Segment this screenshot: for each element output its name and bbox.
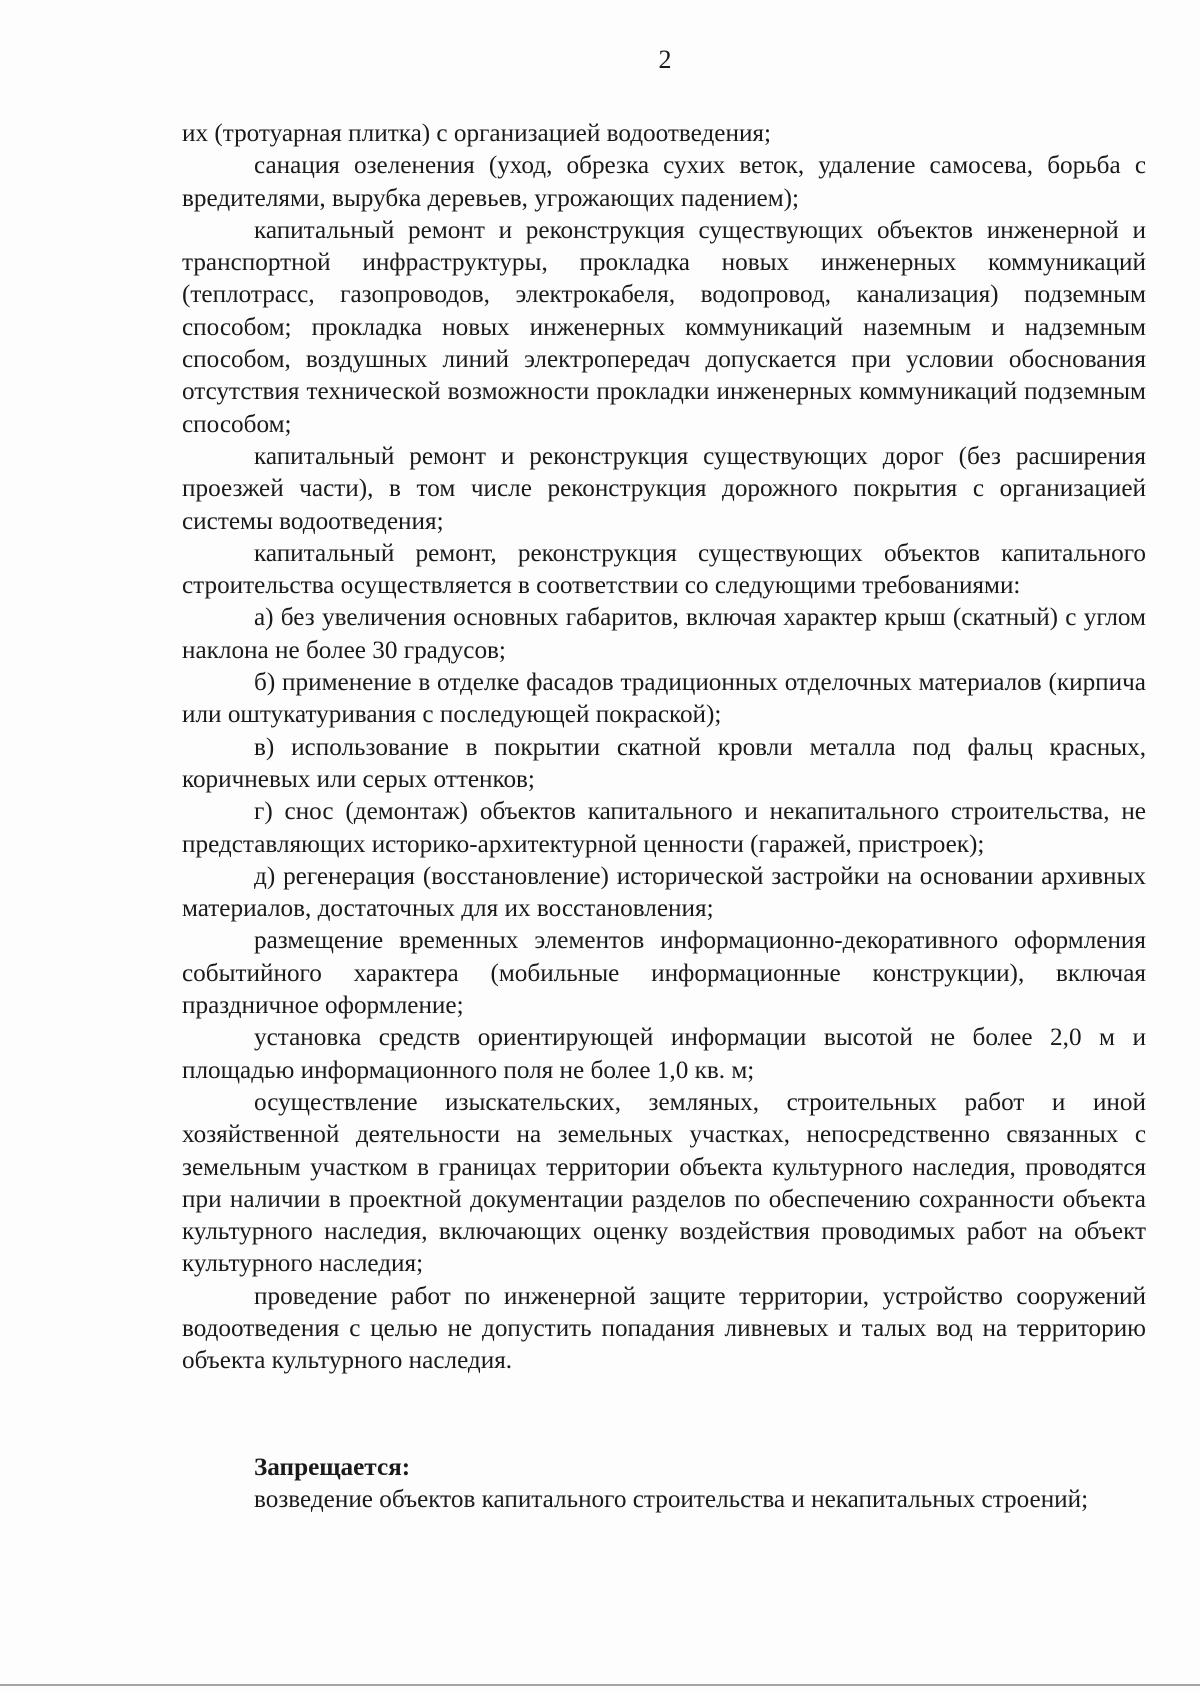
paragraph: капитальный ремонт, реконструкция существующих объектов капитального строительства осуществляется в соответствии со следующими требованиями: (182, 539, 1146, 600)
body-text (182, 118, 1146, 1378)
paragraph: б) применение в отделке фасадов традиционных отделочных материалов (кирпича или оштукатуривания с последующей покраской); (182, 669, 1146, 729)
paragraph: капитальный ремонт и реконструкция существующих дорог (без расширения проезжей части), в том числе реконструкция дорожного покрытия с организацией системы водоотведения; (182, 442, 1146, 535)
paragraph: в) использование в покрытии скатной кровли металла под фальц красных, коричневых или серых оттенков; (182, 733, 1146, 793)
paragraph: а) без увеличения основных габаритов, включая характер крыш (скатный) с углом наклона не более 30 градусов; (182, 604, 1146, 664)
paragraph: проведение работ по инженерной защите территории, устройство сооружений водоотведения с целью не допустить попадания ливневых и талых вод на территорию объекта культурного наследия. (182, 1282, 1146, 1375)
paragraph: их (тротуарная плитка) с организацией водоотведения; (182, 120, 772, 147)
scan-edge-line (0, 1684, 1200, 1686)
paragraph: капитальный ремонт и реконструкция существующих объектов инженерной и транспортной инфраструктуры, прокладка новых инженерных коммуникаций (теплотрасс, газопроводов, электрокабеля, водопровод, канализация) подземным способом; прокладка новых инженерных коммуникаций наземным и надземным способом, воздушных линий электропередач допускается при условии обоснования отсутствия технической возможности прокладки инженерных коммуникаций подземным способом; (182, 216, 1146, 438)
paragraph: санация озеленения (уход, обрезка сухих веток, удаление самосева, борьба с вредителями, вырубка деревьев, угрожающих падением); (182, 152, 1146, 212)
paragraph: установка средств ориентирующей информации высотой не более 2,0 м и площадью информационного поля не более 1,0 кв. м; (182, 1024, 1146, 1084)
paragraph: размещение временных элементов информационно-декоративного оформления событийного характера (мобильные информационные конструкции), включая праздничное оформление; (182, 927, 1146, 1020)
section-heading: Запрещается: (254, 1454, 411, 1481)
paragraph: г) снос (демонтаж) объектов капитального и некапитального строительства, не представляющих историко-архитектурной ценности (гаражей, пристроек); (182, 798, 1146, 858)
paragraph: осуществление изыскательских, земляных, строительных работ и иной хозяйственной деятельности на земельных участках, непосредственно связанных с земельным участком в границах территории объекта культурного наследия, проводятся при наличии в проектной документации разделов по обеспечению сохранности объекта культурного наследия, включающих оценку воздействия проводимых работ на объект культурного наследия; (182, 1088, 1146, 1278)
page-number: 2 (658, 45, 672, 74)
paragraph: возведение объектов капитального строительства и некапитальных строений; (254, 1486, 1089, 1514)
paragraph: д) регенерация (восстановление) исторической застройки на основании архивных материалов, достаточных для их восстановления; (182, 862, 1146, 923)
prohibited-section (182, 1452, 1146, 1517)
